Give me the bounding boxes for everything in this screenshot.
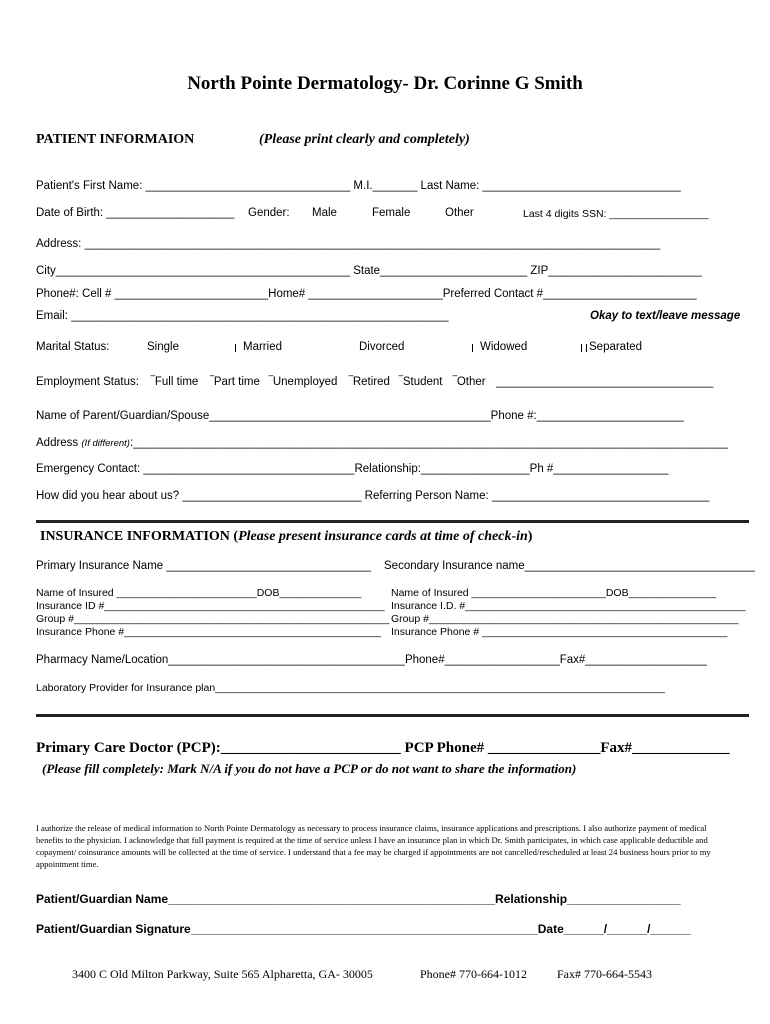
primary-insurance-field[interactable]: Primary Insurance Name ________________________________: [36, 560, 372, 572]
name-row[interactable]: Patient's First Name: ________________________________ M.I._______ Last Name: _______________________________: [36, 180, 681, 192]
gender-female-option[interactable]: Female: [372, 207, 411, 219]
section-divider: [36, 520, 749, 523]
employment-status-label: Employment Status:: [36, 376, 139, 388]
guardian-name-row[interactable]: Patient/Guardian Name_________________________________________________Relationship_________________: [36, 892, 681, 906]
marital-single-option[interactable]: Single: [147, 341, 179, 353]
primary-id-row[interactable]: Insurance ID #________________________________________________: [36, 600, 385, 612]
okay-to-text-label: Okay to text/leave message: [590, 310, 741, 322]
employment-part-time-option[interactable]: ‾Part time: [210, 376, 260, 388]
employment-other-option[interactable]: ‾Other: [453, 376, 486, 388]
marital-separated-option[interactable]: Separated: [589, 341, 643, 353]
footer-address: 3400 C Old Milton Parkway, Suite 565 Alpharetta, GA- 30005: [72, 967, 373, 981]
gender-other-option[interactable]: Other: [445, 207, 474, 219]
phone-row[interactable]: Phone#: Cell # ________________________Home# _____________________Preferred Contact #________________________: [36, 288, 697, 300]
pcp-note: (Please fill completely: Mark N/A if you do not have a PCP or do not want to share the information): [42, 761, 577, 776]
employment-retired-option[interactable]: ‾Retired: [349, 376, 390, 388]
marital-widowed-option[interactable]: Widowed: [480, 341, 528, 353]
ssn-field[interactable]: Last 4 digits SSN: _________________: [523, 208, 709, 220]
employment-student-option[interactable]: ‾Student: [399, 376, 443, 388]
married-checkbox[interactable]: [235, 344, 236, 352]
pcp-row[interactable]: Primary Care Doctor (PCP):________________________ PCP Phone# _______________Fax#_____________: [36, 740, 730, 756]
employment-other-field[interactable]: __________________________________: [496, 376, 714, 388]
address-field[interactable]: Address: __________________________________________________________________________________________: [36, 238, 661, 250]
secondary-insurance-field[interactable]: Secondary Insurance name____________________________________: [384, 560, 755, 572]
pharmacy-row[interactable]: Pharmacy Name/Location_____________________________________Phone#__________________Fax#___________________: [36, 654, 707, 666]
marital-married-option[interactable]: Married: [243, 341, 282, 353]
form-title: North Pointe Dermatology- Dr. Corinne G Smith: [187, 73, 583, 94]
primary-group-row[interactable]: Group #______________________________________________________: [36, 613, 390, 625]
laboratory-row[interactable]: Laboratory Provider for Insurance plan_____________________________________________________________________________: [36, 682, 665, 694]
secondary-insured-row[interactable]: Name of Insured _______________________DOB_______________: [391, 587, 717, 599]
employment-unemployed-option[interactable]: ‾Unemployed: [269, 376, 338, 388]
footer-fax: Fax# 770-664-5543: [557, 967, 652, 981]
secondary-phone-row[interactable]: Insurance Phone # __________________________________________: [391, 626, 728, 638]
primary-insured-row[interactable]: Name of Insured ________________________DOB______________: [36, 587, 362, 599]
guardian-row[interactable]: Name of Parent/Guardian/Spouse____________________________________________Phone #:_______________________: [36, 410, 684, 422]
email-field[interactable]: Email: ___________________________________________________________: [36, 310, 449, 322]
secondary-id-row[interactable]: Insurance I.D. #________________________________________________: [391, 600, 746, 612]
city-state-zip-row[interactable]: City______________________________________________ State_______________________ ZIP________________________: [36, 265, 702, 277]
employment-full-time-option[interactable]: ‾Full time: [151, 376, 199, 388]
signature-row[interactable]: Patient/Guardian Signature____________________________________________________Date______/______/______: [36, 922, 691, 936]
marital-status-label: Marital Status:: [36, 341, 110, 353]
primary-phone-row[interactable]: Insurance Phone #____________________________________________: [36, 626, 382, 638]
secondary-group-row[interactable]: Group #_____________________________________________________: [391, 613, 739, 625]
widowed-checkbox[interactable]: [472, 344, 473, 352]
section-divider: [36, 714, 749, 717]
patient-section-note: (Please print clearly and completely): [259, 132, 470, 147]
emergency-contact-row[interactable]: Emergency Contact: _________________________________Relationship:_________________Ph #__________________: [36, 463, 669, 475]
address-if-different-row[interactable]: Address (If different):_____________________________________________________________________________________________: [36, 437, 728, 449]
insurance-section-heading: INSURANCE INFORMATION (Please present insurance cards at time of check-in): [40, 529, 533, 544]
marital-divorced-option[interactable]: Divorced: [359, 341, 405, 353]
gender-male-option[interactable]: Male: [312, 207, 337, 219]
referral-row[interactable]: How did you hear about us? ____________________________ Referring Person Name: __________________________________: [36, 490, 710, 502]
gender-label: Gender:: [248, 207, 290, 219]
patient-section-heading: PATIENT INFORMAION: [36, 132, 195, 147]
separated-checkbox[interactable]: [581, 344, 587, 352]
footer-phone: Phone# 770-664-1012: [420, 967, 527, 981]
dob-field[interactable]: Date of Birth: ____________________: [36, 207, 235, 219]
authorization-text: I authorize the release of medical information to North Pointe Dermatology as necessary to process insurance claims, insurance applications and prescriptions. I also authorize payment of medical benefits to the physician. I acknowledge that full payment is required at the time of service unless I have an insurance plan in which Dr. Smith participates, in which case applicable deductible and copayment/ coinsurance amounts will be collected at the time of service. I understand that a fee may be charged if appointments are not cancelled/rescheduled at least 24 business hours prior to my appointment time.: [36, 823, 711, 869]
